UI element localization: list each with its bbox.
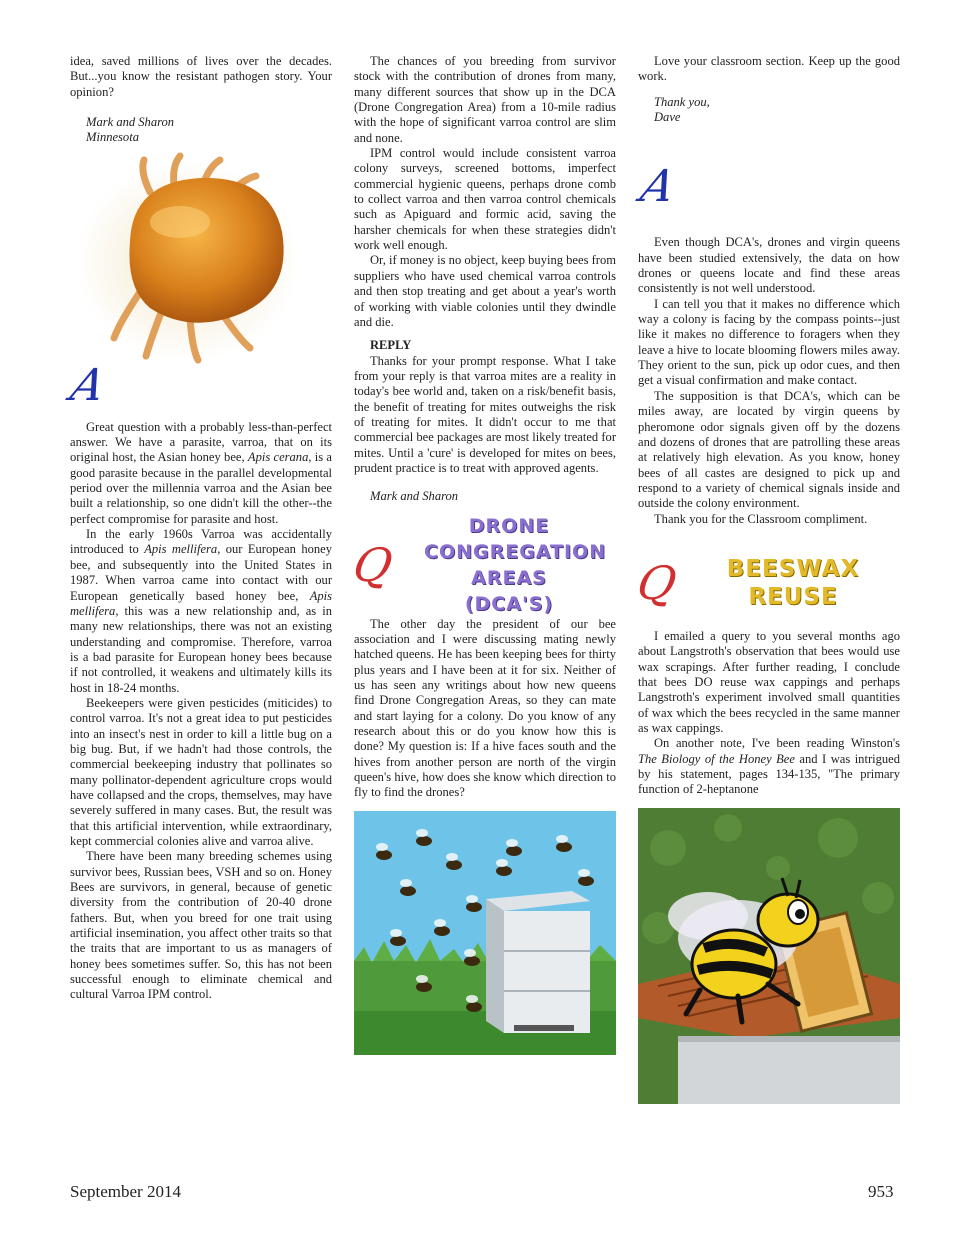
signature-line-2: Dave xyxy=(654,110,681,125)
answer-a-icon: A xyxy=(65,359,111,411)
question-q-icon: Q xyxy=(633,555,681,610)
letter-ending-paragraph: idea, saved millions of lives over the decades. But...you know the resistant pathogen story. Your opinion? xyxy=(70,54,332,99)
signature-place: Minnesota xyxy=(86,130,139,145)
beeswax-question-paragraph-2: On another note, I've been reading Winston's The Biology of the Honey Bee and I was intrigued by his statement, pages 134-135, "The primary function of 2-heptanone xyxy=(638,736,900,797)
reply-heading: REPLY xyxy=(370,338,412,353)
answer-continued-paragraph-1: The chances of you breeding from survivor stock with the contribution of drones from many, many different sources that show up in the DCA (Drone Congregation Area) from a 10-mile radius with the hope of significant varroa control are slim and none. xyxy=(354,54,616,145)
signature-name: Mark and Sharon xyxy=(86,115,175,130)
bees-beehive-illustration xyxy=(354,811,616,1055)
answer-continued-paragraph-3: Or, if money is no object, keep buying bees from suppliers who have used chemical varroa controls and then stop treating and get about a year's worth of working with viable colonies until they dwindle and die. xyxy=(354,253,616,329)
dca-answer-paragraph-1: Even though DCA's, drones and virgin queens have been studied extensively, the data on how drones or queens locate and find these areas consistently is not well understood. xyxy=(638,235,900,296)
reply-signature: Mark and Sharon xyxy=(370,489,459,504)
dca-answer-paragraph-4: Thank you for the Classroom compliment. xyxy=(654,511,868,526)
column-1 xyxy=(65,54,332,1003)
varroa-mite-illustration xyxy=(70,152,332,368)
reply-paragraph: Thanks for your prompt response. What I take from your reply is that varroa mites are a reality in today's bee world and, taken on a risk/benefit basis, the benefit of treating for mites outweighs the risk of treating for mites. It didn't occur to me that commercial bee packages are most likely treated for mites. Until a 'cure' is developed for mites on bees, prudent practice is to treat with approved agents. xyxy=(354,353,616,475)
beeswax-question-paragraph-1: I emailed a query to you several months ago about Langstroth's observation that bees would use wax scrapings. After further reading, I conclude that bees DO reuse wax cappings and perhaps Langstroth's experiment involved small quantities of wax which the bees recycled in the same manner as wax cappings. xyxy=(638,628,900,735)
letter-compliment-paragraph: Love your classroom section. Keep up the good work. xyxy=(638,54,900,84)
section-title-dca: DRONE CONGREGATION AREAS (DCA'S) xyxy=(424,514,607,615)
question-q-icon: Q xyxy=(349,537,397,592)
answer-paragraph-4: There have been many breeding schemes using survivor bees, Russian bees, VSH and so on. Honey Bees are survivors, in general, because of genetic diversity from the contribution of 20-40 drone fathers. But, when you breed for one trait using artificial insemination, you affect other traits so that the traits that are important to us as managers of honey bees sometimes suffer. So, this has not been successful enough to eliminate chemical and cultural Varroa IPM control. xyxy=(70,849,332,1002)
answer-paragraph-1: Great question with a probably less-than-perfect answer. We have a parasite, varroa, that on its original host, the Asian honey bee, Apis cerana, is a good parasite because in the parallel developmental period over the millennia varroa and the Asian bee built a relationship, so one didn't kill the other--the perfect compromise for parasite and host. xyxy=(70,419,332,526)
dca-question-header xyxy=(349,514,616,615)
dca-answer-paragraph-3: The supposition is that DCA's, which can be miles away, are located by virgin queens by pheromone odor signals given off by the dozens and dozens of drones that are patrolling these areas at relatively high elevation. As you know, honey bees of all castes are designed to pick up and respond to a variety of chemical signals inside and outside the colony environment. xyxy=(638,388,900,511)
column-2 xyxy=(349,54,616,1055)
cartoon-bee-illustration xyxy=(638,808,900,1104)
section-title-beeswax: BEESWAX REUSE xyxy=(726,555,860,610)
footer-date: September 2014 xyxy=(70,1182,181,1201)
beeswax-question-header xyxy=(633,551,900,615)
signature-line-1: Thank you, xyxy=(654,94,710,109)
answer-a-icon: A xyxy=(635,161,681,213)
answer-continued-paragraph-2: IPM control would include consistent varroa colony surveys, screened bottoms, imperfect commercial hygienic queens, perhaps drone comb to collect varroa and then varroa control chemicals such as Apiguard and formic acid, saving the harsher chemicals for when these strategies didn't work well enough. xyxy=(354,146,616,253)
footer-page-number: 953 xyxy=(868,1182,894,1201)
answer-paragraph-3: Beekeepers were given pesticides (miticides) to control varroa. It's not a great idea to put pesticides into an insect's nest in order to kill a little bug on a big bug. But, if we hadn't had those controls, the commercial beekeeping industry that pollinates so many pollinator-dependent agriculture crops would have collapsed and the crops, themselves, may have severely suffered in many cases. But, the result was that this artificial intervention, while extraordinary, kept commercial colonies alive and varroa alive. xyxy=(70,695,332,848)
answer-paragraph-2: In the early 1960s Varroa was accidentally introduced to Apis mellifera, our European honey bee, and subsequently into the United States in 1987. When varroa came into contact with our European genetically based honey bee, Apis mellifera, this was a new relationship and, as in many new relationships, there was not an existing understanding and compromise. Therefore, varroa is a bad parasite for European honey bees because if not controlled, it weakens and ultimately kills its host in 18-24 months. xyxy=(70,527,332,695)
dca-question-paragraph: The other day the president of our bee association and I were discussing mating newly hatched queens. He has been keeping bees for thirty plus years and I have been at it for six. Neither of us has seen any writings about how new queens find Drone Congregation Areas, so they can mate and start laying for a colony. Do you know of any research about this or do you know how this is done? My question is: If a hive faces south and the hives from another person are north of the virgin queen's hive, how does she know which direction to fly to find the drones? xyxy=(354,616,616,800)
dca-answer-paragraph-2: I can tell you that it makes no difference which way a colony is facing by the compass points--just like it makes no difference to foragers when they leave a hive to locate blooming flowers miles away. They orient to the sun, pick up odor cues, and then get a visual confirmation and make contact. xyxy=(638,296,900,388)
column-3 xyxy=(633,54,900,1104)
